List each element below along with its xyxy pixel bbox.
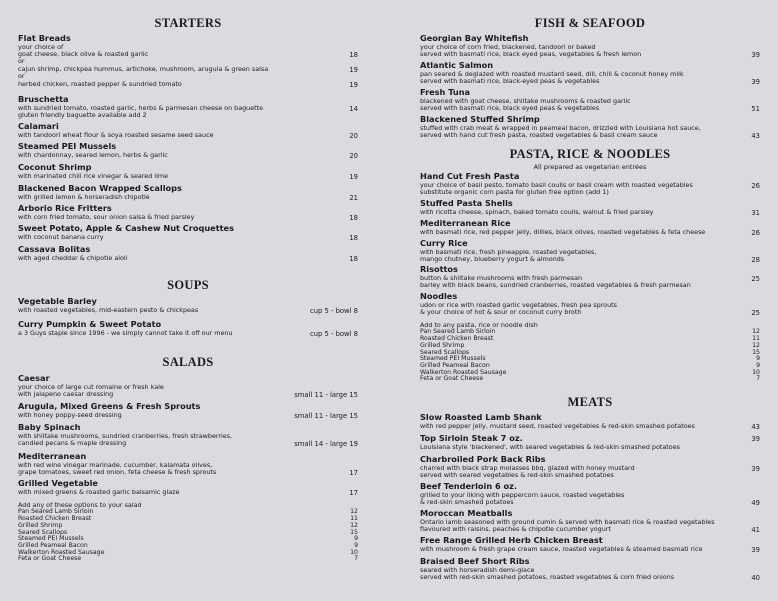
flat-bread-option: herbed chicken, roasted pepper & sundried tomato 19 — [18, 79, 358, 89]
item-price: 18 — [349, 214, 358, 222]
menu-item: Atlantic Salmon pan seared & deglazed with roasted mustard seed, dill, chili & coconut honey milk served with basmati rice, black-eyed peas & vegetables 39 — [420, 60, 760, 86]
menu-item: Top Sirloin Steak 7 oz. Louisiana style 'blackened', with seared vegetables & red-skin smashed potatoes 39 — [420, 433, 760, 451]
menu-item: Blackened Stuffed Shrimp stuffed with crab meat & wrapped in peameal bacon, drizzled with Louisiana hot sauce, served with hand cut fresh pasta, roasted vegetables & basil cream sauce 43 — [420, 114, 760, 140]
pasta-addons — [420, 322, 760, 383]
starters-title: STARTERS — [154, 16, 222, 30]
addon-row: Grilled Peameal Bacon 9 — [18, 541, 358, 549]
addon-row: Feta or Goat Cheese 7 — [420, 375, 760, 383]
pasta-title: PASTA, RICE & NOODLES — [509, 147, 671, 161]
item-price: 19 — [349, 65, 358, 74]
menu-item: Risottos button & shiitake mushrooms with fresh parmesan barley with black beans, sundried cranberries, roasted vegetables & fresh parmesan 25 — [420, 264, 760, 289]
item-price: 21 — [349, 194, 358, 202]
item-price: 39 — [751, 78, 760, 86]
menu-item: Blackened Bacon Wrapped Scallops with grilled lemon & horseradish chipotle 21 — [18, 183, 358, 202]
addons-title: Add any of these options to your salad — [18, 501, 142, 509]
fish-title: FISH & SEAFOOD — [534, 16, 646, 30]
soups-title: SOUPS — [167, 278, 209, 292]
menu-item: Charbroiled Pork Back Ribs charred with black strap molasses bbq, glazed with honey mustard served with seared vegetables & red-skin smashed potatoes 39 — [420, 454, 760, 479]
addon-row: Roasted Chicken Breast 11 — [420, 335, 760, 343]
menu-item: Curry Rice with basmati rice, fresh pineapple, roasted vegetables, mango chutney, blueberry yogurt & almonds 28 — [420, 238, 760, 264]
addon-row: Pan Seared Lamb Sirloin 12 — [420, 328, 760, 336]
menu-item: Noodles udon or rice with roasted garlic vegetables, fresh pea sprouts & your choice of hot & sour or coconut curry broth 25 — [420, 291, 760, 317]
item-price: 26 — [751, 229, 760, 237]
menu-item: Georgian Bay Whitefish your choice of corn fried, blackened, tandoori or baked served with basmati rice, black eyed peas, vegetables & fresh lemon 39 — [420, 33, 760, 59]
addon-row: Steamed PEI Mussels 9 — [18, 535, 358, 543]
addon-row: Feta or Goat Cheese 7 — [18, 555, 358, 563]
item-price: 19 — [349, 80, 358, 89]
item-price: 18 — [349, 255, 358, 263]
item-price: 28 — [751, 256, 760, 264]
soups-section — [18, 278, 358, 293]
menu-item: Arugula, Mixed Greens & Fresh Sprouts with honey poppy-seed dressing small 11 - large 15 — [18, 401, 358, 420]
item-price: 40 — [751, 574, 760, 582]
item-price: 43 — [751, 132, 760, 140]
salad-addons — [18, 502, 358, 563]
item-price: 26 — [751, 182, 760, 190]
menu-item: Caesar your choice of large cut romaine or fresh kale with jalapeno caesar dressing small 11 - large 15 — [18, 373, 358, 399]
flat-bread-option: cajun shrimp, chickpea hummus, artichoke, mushroom, arugula & green salsa 19 — [18, 64, 358, 74]
item-price: 17 — [349, 489, 358, 497]
pasta-section — [420, 147, 760, 174]
menu-item: Moroccan Meatballs Ontario lamb seasoned with ground cumin & served with basmati rice & roasted vegetables flavoured with raisins, peaches & chipotle cucumber yogurt 41 — [420, 508, 760, 534]
pasta-subtitle: All prepared as vegetarian entrées — [533, 163, 647, 171]
addon-row: Pan Seared Lamb Sirloin 12 — [18, 508, 358, 516]
menu-item: Free Range Grilled Herb Chicken Breast with mushroom & fresh grape cream sauce, roasted vegetables & steamed basmati rice 39 — [420, 535, 760, 554]
addon-row: Grilled Shrimp 12 — [18, 521, 358, 529]
addon-row: Walkerton Roasted Sausage 10 — [420, 368, 760, 376]
addon-row: Grilled Peameal Bacon 9 — [420, 361, 760, 369]
item-price: 19 — [349, 173, 358, 181]
salads-section — [18, 355, 358, 370]
flat-breads-item — [18, 34, 358, 88]
meats-section — [420, 395, 760, 410]
item-price: 51 — [751, 105, 760, 113]
item-price: 39 — [751, 546, 760, 554]
item-name: Flat Breads — [18, 33, 71, 43]
menu-item: Vegetable Barley with roasted vegetables, mid-eastern pesto & chickpeas cup 5 - bowl 8 — [18, 296, 358, 315]
meats-title: MEATS — [567, 395, 613, 409]
item-price: 20 — [349, 132, 358, 140]
addon-row: Walkerton Roasted Sausage 10 — [18, 548, 358, 556]
item-price: 20 — [349, 152, 358, 160]
menu-item: Baby Spinach with shiitake mushrooms, sundried cranberries, fresh strawberries, candied pecans & maple dressing small 14 - large 19 — [18, 422, 358, 448]
flat-bread-option: goat cheese, black olive & roasted garlic 18 — [18, 49, 358, 59]
item-price: 41 — [751, 526, 760, 534]
item-price: 25 — [751, 309, 760, 317]
menu-item: Grilled Vegetable with mixed greens & roasted garlic balsamic glaze 17 — [18, 478, 358, 497]
menu-item: Bruschetta with sundried tomato, roasted garlic, herbs & parmesan cheese on baguette gluten friendly baguette available add 2 14 — [18, 94, 358, 119]
menu-item: Hand Cut Fresh Pasta your choice of basil pesto, tomato basil coulis or basil cream with roasted vegetables substitute organic corn pasta for gluten free option (add 1) 26 — [420, 171, 760, 196]
item-price: 25 — [751, 275, 760, 283]
item-price: 43 — [751, 423, 760, 431]
menu-item: Braised Beef Short Ribs seared with horseradish demi-glace served with red-skin smashed potatoes, roasted vegetables & corn fried onions 40 — [420, 556, 760, 582]
addon-row: Roasted Chicken Breast 11 — [18, 515, 358, 523]
item-price: small 14 - large 19 — [294, 440, 358, 448]
item-price: 49 — [751, 499, 760, 507]
menu-item: Steamed PEI Mussels with chardonnay, seared lemon, herbs & garlic 20 — [18, 141, 358, 160]
menu-item: Slow Roasted Lamb Shank with red pepper jelly, mustard seed, roasted vegetables & red-skin smashed potatoes 43 — [420, 412, 760, 431]
item-price: 14 — [349, 105, 358, 113]
menu-item: Cassava Bolitas with aged cheddar & chipotle aioli 18 — [18, 244, 358, 263]
item-price: small 11 - large 15 — [294, 391, 358, 399]
addons-title: Add to any pasta, rice or noodle dish — [420, 321, 538, 329]
flat-bread-option: or — [18, 57, 25, 66]
flat-bread-option: or — [18, 72, 25, 81]
menu-item: Sweet Potato, Apple & Cashew Nut Croquettes with coconut banana curry 18 — [18, 223, 358, 242]
menu-item: Stuffed Pasta Shells with ricotta cheese, spinach, baked tomato coulis, walnut & fried parsley 31 — [420, 198, 760, 217]
menu-item: Fresh Tuna blackened with goat cheese, shiitake mushrooms & roasted garlic served with basmati rice, black eyed peas & vegetables 51 — [420, 87, 760, 113]
menu-item: Beef Tenderloin 6 oz. grilled to your liking with peppercorn sauce, roasted vegetables & red-skin smashed potatoes 49 — [420, 481, 760, 507]
menu-item: Coconut Shrimp with marinated chili rice vinegar & seared lime 19 — [18, 162, 358, 181]
menu-item: Curry Pumpkin & Sweet Potato a 3 Guys staple since 1996 - we simply cannot take it off our menu cup 5 - bowl 8 — [18, 319, 358, 338]
starters-section — [18, 16, 358, 31]
addon-row: Grilled Shrimp 12 — [420, 341, 760, 349]
item-price: 18 — [349, 50, 358, 59]
menu-item: Mediterranean with red wine vinegar marinade, cucumber, kalamata olives, grape tomatoes, sweet red onion, feta cheese & fresh sprouts 17 — [18, 451, 358, 477]
addon-row: Seared Scallops 15 — [18, 528, 358, 536]
item-intro: your choice of — [18, 42, 64, 51]
item-price: 39 — [751, 51, 760, 59]
salads-title: SALADS — [162, 355, 214, 369]
item-price: cup 5 - bowl 8 — [309, 307, 358, 315]
item-price: 39 — [751, 465, 760, 473]
item-price: 39 — [751, 435, 760, 443]
item-price: 17 — [349, 469, 358, 477]
menu-item: Arborio Rice Fritters with corn fried tomato, sour onion salsa & fried parsley 18 — [18, 203, 358, 222]
menu-item: Mediterranean Rice with basmati rice, red pepper jelly, dillies, black olives, roasted vegetables & feta cheese 26 — [420, 218, 760, 237]
addon-row: Seared Scallops 15 — [420, 348, 760, 356]
addon-row: Steamed PEI Mussels 9 — [420, 355, 760, 363]
fish-section — [420, 16, 760, 31]
menu-item: Calamari with tandoori wheat flour & soya roasted sesame seed sauce 20 — [18, 121, 358, 140]
item-price: small 11 - large 15 — [294, 412, 358, 420]
item-price: 18 — [349, 234, 358, 242]
item-price: cup 5 - bowl 8 — [309, 330, 358, 338]
item-price: 31 — [751, 209, 760, 217]
